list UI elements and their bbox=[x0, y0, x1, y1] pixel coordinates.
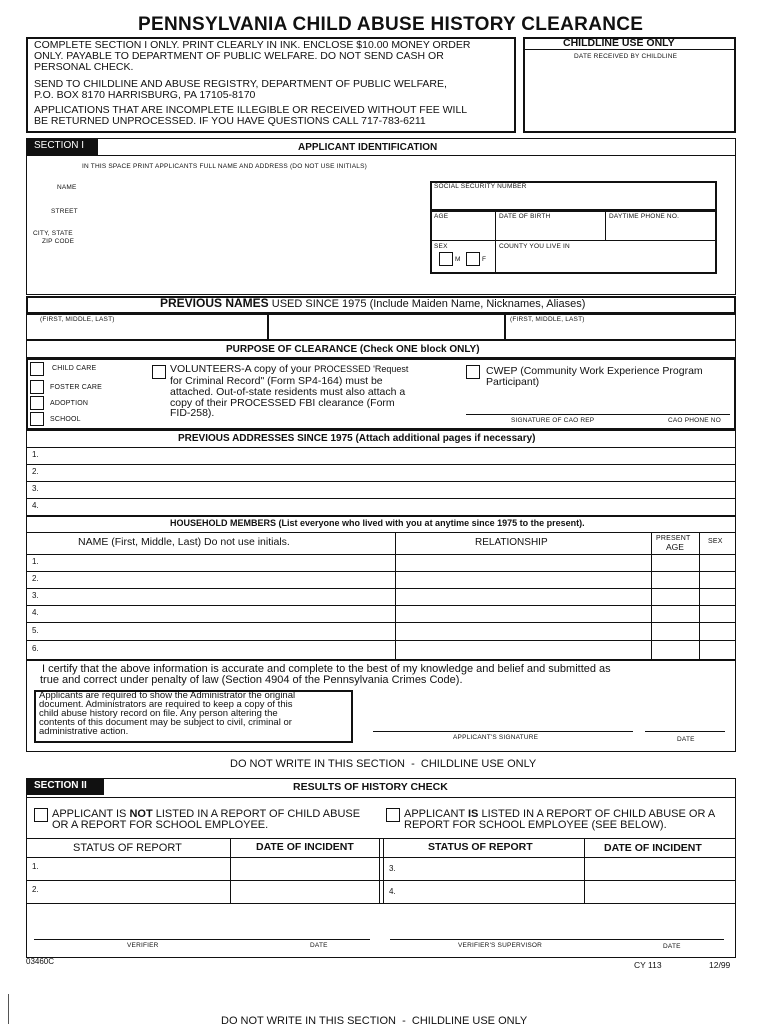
household-heading-bold: HOUSEHOLD MEMBERS bbox=[170, 518, 277, 528]
age-label: AGE bbox=[434, 213, 449, 220]
sex-f-label: F bbox=[482, 256, 487, 263]
result-row[interactable]: 1. bbox=[32, 862, 39, 871]
adoption-label: ADOPTION bbox=[50, 400, 89, 407]
certify-line-1: I certify that the above information is accurate and complete to the best of my knowledge and belief and submitted as bbox=[42, 663, 611, 675]
instructions-line: BE RETURNED UNPROCESSED. IF YOU HAVE QUESTIONS CALL 717-783-6211 bbox=[34, 115, 426, 127]
household-row[interactable]: 4. bbox=[32, 608, 39, 617]
note-line: document. Administrators are required to keep a copy of this bbox=[39, 699, 293, 710]
not-listed-part-c: LISTED IN A REPORT OF CHILD ABUSE bbox=[152, 808, 361, 820]
listed-part-b: IS bbox=[468, 808, 479, 820]
note-line: Applicants are required to show the Administrator the original bbox=[39, 690, 296, 701]
adoption-checkbox[interactable] bbox=[30, 396, 44, 410]
cwep-checkbox[interactable] bbox=[466, 365, 480, 379]
date-right-header: DATE OF INCIDENT bbox=[604, 842, 702, 854]
household-row[interactable]: 1. bbox=[32, 557, 39, 566]
form-revision: 12/99 bbox=[709, 960, 731, 970]
instructions-line: APPLICATIONS THAT ARE INCOMPLETE ILLEGIBLE OR RECEIVED WITHOUT FEE WILL bbox=[34, 104, 468, 116]
sex-m-label: M bbox=[455, 256, 461, 263]
previous-names-rest: USED SINCE 1975 (Include Maiden Name, Nicknames, Aliases) bbox=[271, 298, 586, 310]
instructions-line: ONLY. PAYABLE TO DEPARTMENT OF PUBLIC WELFARE. DO NOT SEND CASH OR bbox=[34, 50, 444, 62]
previous-names-fields[interactable] bbox=[26, 314, 736, 340]
volunteers-checkbox[interactable] bbox=[152, 365, 166, 379]
applicant-identification-heading: APPLICANT IDENTIFICATION bbox=[298, 142, 438, 153]
volunteers-line-2: for Criminal Record" (Form SP4-164) must be bbox=[170, 375, 383, 387]
previous-names-sub-left: (FIRST, MIDDLE, LAST) bbox=[40, 316, 115, 323]
school-checkbox[interactable] bbox=[30, 412, 44, 426]
supervisor-date-label: DATE bbox=[663, 943, 681, 950]
city-state-label: CITY, STATE bbox=[33, 230, 73, 237]
street-label: STREET bbox=[51, 208, 78, 215]
previous-names-heading bbox=[160, 297, 585, 310]
bottom-repeat-notice: DO NOT WRITE IN THIS SECTION - CHILDLINE USE ONLY bbox=[221, 1015, 528, 1024]
date-received-label: DATE RECEIVED BY CHILDLINE bbox=[574, 53, 678, 60]
instructions-line: COMPLETE SECTION I ONLY. PRINT CLEARLY IN INK. ENCLOSE $10.00 MONEY ORDER bbox=[34, 39, 471, 51]
supervisor-line[interactable] bbox=[390, 939, 724, 940]
sex-label: SEX bbox=[434, 243, 448, 250]
instructions-line: SEND TO CHILDLINE AND ABUSE REGISTRY, DEPARTMENT OF PUBLIC WELFARE, bbox=[34, 78, 447, 90]
supervisor-label: VERIFIER'S SUPERVISOR bbox=[458, 942, 543, 949]
form-number: CY 113 bbox=[634, 960, 662, 970]
note-line: administrative action. bbox=[39, 726, 129, 737]
household-col-sex: SEX bbox=[708, 538, 723, 545]
section-1-label: SECTION I bbox=[26, 138, 98, 155]
listed-checkbox[interactable] bbox=[386, 808, 400, 822]
previous-names-bold: PREVIOUS NAMES bbox=[160, 296, 269, 310]
not-listed-line-2: OR A REPORT FOR SCHOOL EMPLOYEE. bbox=[52, 819, 269, 831]
previous-names-sub-right: (FIRST, MIDDLE, LAST) bbox=[510, 316, 585, 323]
cao-signature-line[interactable] bbox=[466, 414, 730, 415]
cao-phone-label: CAO PHONE NO bbox=[668, 417, 721, 424]
previous-addresses-heading: PREVIOUS ADDRESSES SINCE 1975 (Attach additional pages if necessary) bbox=[178, 433, 536, 444]
school-label: SCHOOL bbox=[50, 416, 81, 423]
date-left-header: DATE OF INCIDENT bbox=[256, 841, 354, 853]
county-label: COUNTY YOU LIVE IN bbox=[499, 243, 570, 250]
household-col-present: PRESENT bbox=[656, 535, 691, 542]
household-heading-rest: (List everyone who lived with you at anytime since 1975 to the present). bbox=[278, 518, 585, 528]
volunteers-line-4: copy of their PROCESSED FBI clearance (Form bbox=[170, 397, 395, 409]
cwep-line-1: CWEP (Community Work Experience Program bbox=[486, 365, 703, 377]
listed-part-c: LISTED IN A REPORT OF CHILD ABUSE OR A bbox=[478, 808, 716, 820]
result-row[interactable]: 4. bbox=[389, 887, 396, 896]
daytime-phone-label: DAYTIME PHONE NO. bbox=[609, 213, 680, 220]
household-col-age: AGE bbox=[666, 542, 684, 552]
do-not-write-notice: DO NOT WRITE IN THIS SECTION - CHILDLINE USE ONLY bbox=[230, 758, 537, 770]
household-row[interactable]: 6. bbox=[32, 644, 39, 653]
childline-use-box bbox=[523, 37, 736, 133]
address-row[interactable]: 2. bbox=[32, 467, 39, 476]
not-listed-checkbox[interactable] bbox=[34, 808, 48, 822]
listed-part-a: APPLICANT bbox=[404, 808, 468, 820]
childline-use-title: CHILDLINE USE ONLY bbox=[563, 37, 675, 49]
status-left-header: STATUS OF REPORT bbox=[73, 842, 182, 854]
print-note: IN THIS SPACE PRINT APPLICANTS FULL NAME AND ADDRESS (DO NOT USE INITIALS) bbox=[82, 163, 367, 170]
form-code: 03460C bbox=[26, 957, 55, 966]
zip-code-label: ZIP CODE bbox=[42, 238, 75, 245]
address-row[interactable]: 3. bbox=[32, 484, 39, 493]
household-row[interactable]: 3. bbox=[32, 591, 39, 600]
applicant-signature-line[interactable] bbox=[373, 731, 633, 732]
volunteers-text bbox=[170, 364, 408, 376]
result-row[interactable]: 3. bbox=[389, 864, 396, 873]
section-2-box bbox=[26, 778, 736, 958]
child-care-checkbox[interactable] bbox=[30, 362, 44, 376]
not-listed-part-a: APPLICANT IS bbox=[52, 808, 130, 820]
verifier-label: VERIFIER bbox=[127, 942, 159, 949]
listed-line-2: REPORT FOR SCHOOL EMPLOYEE (SEE BELOW). bbox=[404, 819, 667, 831]
address-row[interactable]: 4. bbox=[32, 501, 39, 510]
foster-care-checkbox[interactable] bbox=[30, 380, 44, 394]
section-2-label: SECTION II bbox=[26, 778, 104, 795]
household-col-relationship: RELATIONSHIP bbox=[475, 537, 548, 548]
household-row[interactable]: 2. bbox=[32, 574, 39, 583]
sex-f-checkbox[interactable] bbox=[466, 252, 480, 266]
volunteers-line-1: VOLUNTEERS-A copy of your bbox=[170, 363, 312, 375]
cao-signature-label: SIGNATURE OF CAO REP bbox=[511, 417, 595, 424]
cwep-line-2: Participant) bbox=[486, 376, 540, 388]
not-listed-part-b: NOT bbox=[129, 808, 153, 820]
volunteers-line-5: FID-258). bbox=[170, 407, 215, 419]
address-row[interactable]: 1. bbox=[32, 450, 39, 459]
household-col-name: NAME (First, Middle, Last) Do not use initials. bbox=[78, 536, 290, 548]
form-title: PENNSYLVANIA CHILD ABUSE HISTORY CLEARANCE bbox=[138, 14, 644, 35]
sex-m-checkbox[interactable] bbox=[439, 252, 453, 266]
applicant-date-line[interactable] bbox=[645, 731, 725, 732]
volunteers-line-3: attached. Out-of-state residents must also attach a bbox=[170, 386, 406, 398]
instructions-line: PERSONAL CHECK. bbox=[34, 61, 134, 73]
certify-line-2: true and correct under penalty of law (Section 4904 of the Pennsylvania Crimes Code). bbox=[40, 674, 463, 686]
household-heading bbox=[170, 519, 585, 529]
household-row[interactable]: 5. bbox=[32, 626, 39, 635]
purpose-heading: PURPOSE OF CLEARANCE (Check ONE block ONLY) bbox=[226, 344, 480, 355]
dob-label: DATE OF BIRTH bbox=[499, 213, 551, 220]
applicant-date-label: DATE bbox=[677, 736, 695, 743]
note-line: child abuse history record on file. Any person altering the bbox=[39, 708, 278, 719]
ssn-label: SOCIAL SECURITY NUMBER bbox=[434, 183, 527, 190]
margin-mark bbox=[8, 994, 9, 1024]
child-care-label: CHILD CARE bbox=[52, 365, 97, 372]
volunteers-processed: PROCESSED 'Request bbox=[314, 364, 409, 374]
verifier-line[interactable] bbox=[34, 939, 370, 940]
note-line: contents of this document may be subject to civil, criminal or bbox=[39, 717, 292, 728]
foster-care-label: FOSTER CARE bbox=[50, 384, 102, 391]
results-heading: RESULTS OF HISTORY CHECK bbox=[293, 781, 448, 793]
result-row[interactable]: 2. bbox=[32, 885, 39, 894]
instructions-line: P.O. BOX 8170 HARRISBURG, PA 17105-8170 bbox=[34, 89, 256, 101]
status-right-header: STATUS OF REPORT bbox=[428, 841, 533, 853]
verifier-date-label: DATE bbox=[310, 942, 328, 949]
applicant-signature-label: APPLICANT'S SIGNATURE bbox=[453, 734, 539, 741]
name-label: NAME bbox=[57, 184, 77, 191]
